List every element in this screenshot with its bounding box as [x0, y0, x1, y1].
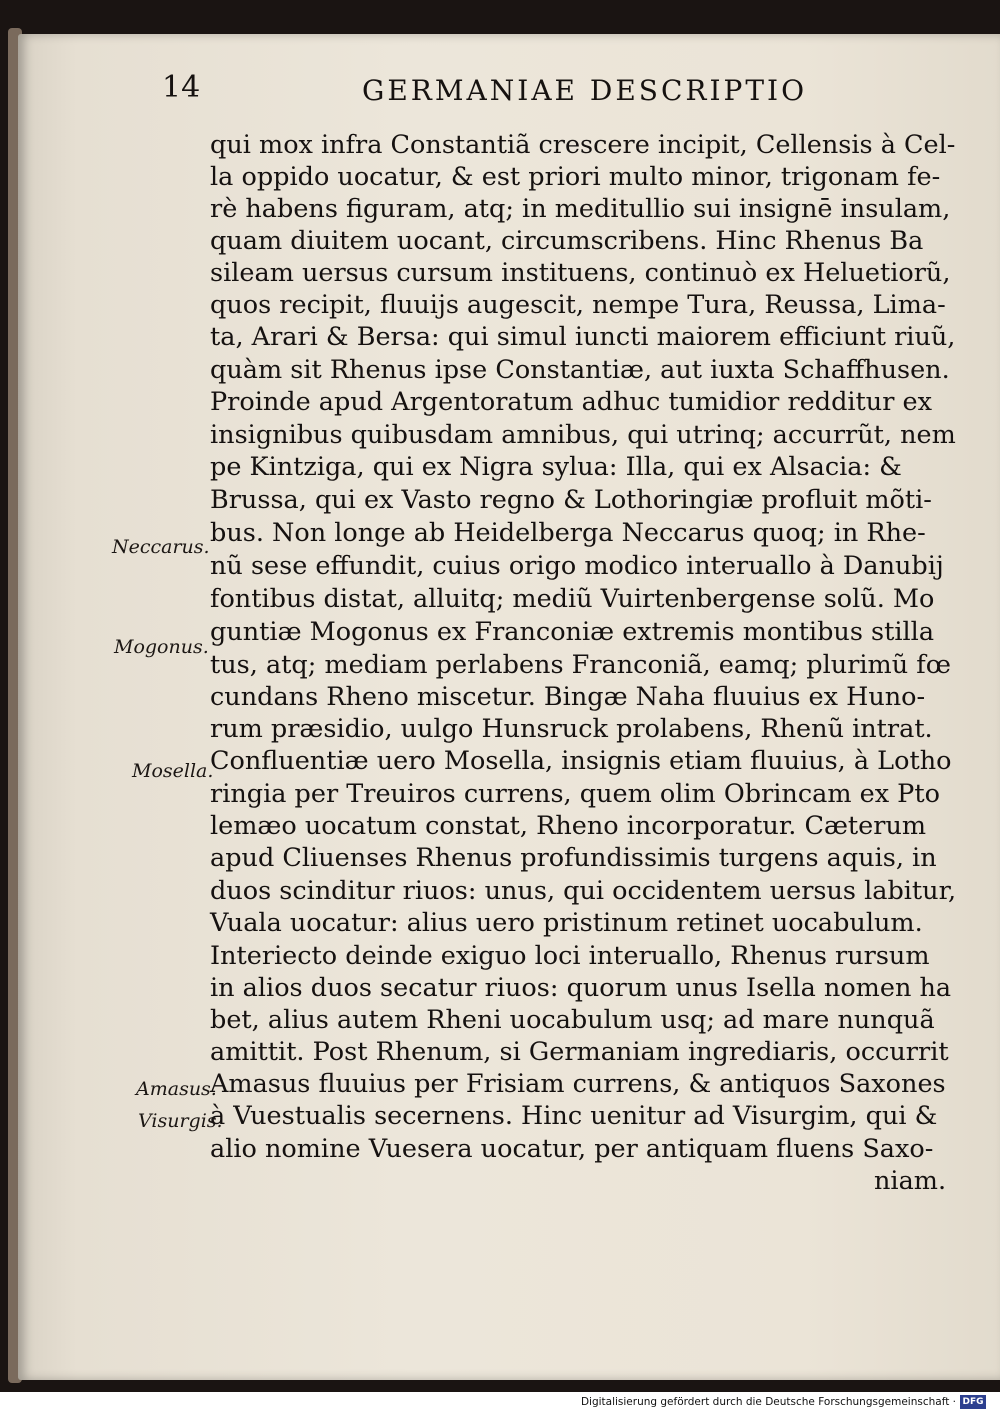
text-line: quàm sit Rhenus ipse Constantiæ, aut iuxta Schaffhusen. — [210, 355, 950, 385]
text-line: rè habens figuram, atq; in meditullio sui insignē insulam, — [210, 194, 951, 224]
text-line: Amasus fluuius per Frisiam currens, & antiquos Saxones — [210, 1069, 946, 1099]
text-line: sileam uersus cursum instituens, continuò ex Heluetiorũ, — [210, 258, 951, 288]
funding-credit: Digitalisierung gefördert durch die Deutsche Forschungsgemeinschaft · — [580, 1396, 956, 1408]
text-line: ringia per Treuiros currens, quem olim Obrincam ex Pto — [210, 779, 940, 809]
text-line: qui mox infra Constantiã crescere incipit, Cellensis à Cel- — [210, 130, 956, 160]
text-line: pe Kintziga, qui ex Nigra sylua: Illa, qui ex Alsacia: & — [210, 452, 902, 482]
text-line: lemæo uocatum constat, Rheno incorporatur. Cæterum — [210, 811, 927, 841]
text-line: in alios duos secatur riuos: quorum unus Isella nomen ha — [210, 973, 952, 1003]
text-line: insignibus quibusdam amnibus, qui utrinq; accurrũt, nem — [210, 420, 956, 450]
text-line: Interiecto deinde exiguo loci interuallo, Rhenus rursum — [210, 941, 930, 971]
text-line: Confluentiæ uero Mosella, insignis etiam fluuius, à Lotho — [210, 746, 952, 776]
text-line: cundans Rheno miscetur. Bingæ Naha fluuius ex Huno- — [210, 682, 926, 712]
text-line: quam diuitem uocant, circumscribens. Hinc Rhenus Ba — [210, 226, 924, 256]
marginal-note-neccarus: Neccarus. — [112, 536, 210, 558]
marginal-note-amasus: Amasus. — [136, 1078, 217, 1100]
text-line: apud Cliuenses Rhenus profundissimis turgens aquis, in — [210, 843, 937, 873]
text-line: alio nomine Vuesera uocatur, per antiquam fluens Saxo- — [210, 1134, 934, 1164]
text-line: bet, alius autem Rheni uocabulum usq; ad mare nunquã — [210, 1005, 935, 1035]
text-line: ta, Arari & Bersa: qui simul iuncti maiorem efficiunt riuũ, — [210, 322, 956, 352]
text-line: tus, atq; mediam perlabens Franconiã, eamq; plurimũ fœ — [210, 650, 951, 680]
text-line: fontibus distat, alluitq; mediũ Vuirtenbergense solũ. Mo — [210, 584, 935, 614]
text-line: rum præsidio, uulgo Hunsruck prolabens, Rhenũ intrat. — [210, 714, 933, 744]
text-line: nũ sese effundit, cuius origo modico interuallo à Danubij — [210, 551, 944, 581]
running-head: GERMANIAE DESCRIPTIO — [362, 74, 808, 107]
marginal-note-mosella: Mosella. — [132, 760, 214, 782]
text-line: Proinde apud Argentoratum adhuc tumidior redditur ex — [210, 387, 932, 417]
footer-bar — [0, 1392, 1000, 1413]
marginal-note-visurgis: Visurgis. — [138, 1110, 223, 1132]
text-line: duos scinditur riuos: unus, qui occidentem uersus labitur, — [210, 876, 957, 906]
text-line: bus. Non longe ab Heidelberga Neccarus quoq; in Rhe- — [210, 518, 926, 548]
dfg-logo: DFG — [960, 1395, 986, 1409]
text-line: quos recipit, fluuijs augescit, nempe Tura, Reussa, Lima- — [210, 290, 946, 320]
text-line: niam. — [874, 1166, 947, 1196]
text-line: Brussa, qui ex Vasto regno & Lothoringiæ profluit mõti- — [210, 485, 932, 515]
marginal-note-mogonus: Mogonus. — [114, 636, 209, 658]
text-line: à Vuestualis secernens. Hinc uenitur ad Visurgim, qui & — [210, 1101, 938, 1131]
text-line: amittit. Post Rhenum, si Germaniam ingrediaris, occurrit — [210, 1037, 949, 1067]
text-line: guntiæ Mogonus ex Franconiæ extremis montibus stilla — [210, 617, 935, 647]
page-number: 14 — [162, 70, 201, 105]
text-line: Vuala uocatur: alius uero pristinum retinet uocabulum. — [210, 908, 923, 938]
text-line: la oppido uocatur, & est priori multo minor, trigonam fe- — [210, 162, 941, 192]
